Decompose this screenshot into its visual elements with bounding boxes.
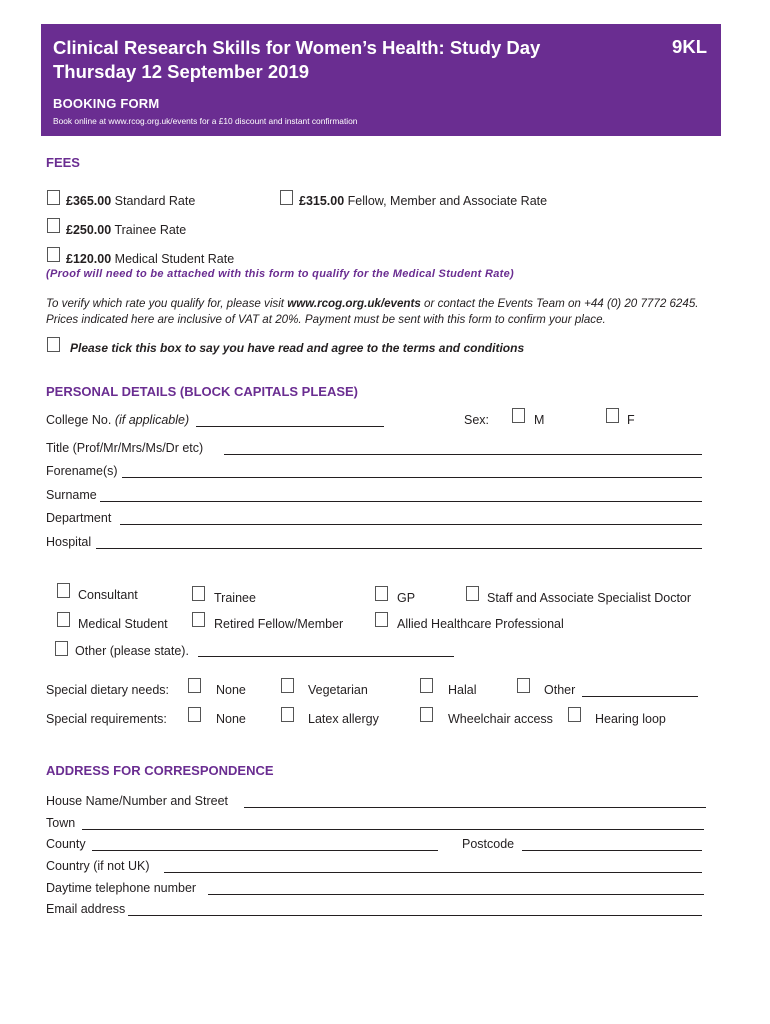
postcode-label: Postcode bbox=[462, 837, 515, 851]
fee-label: Trainee Rate bbox=[114, 223, 187, 237]
county-label: County bbox=[46, 837, 86, 851]
role-consultant-label: Consultant bbox=[78, 588, 138, 602]
fees-heading: FEES bbox=[46, 155, 80, 170]
country-field[interactable] bbox=[164, 872, 702, 873]
fee-standard bbox=[66, 194, 195, 208]
role-other-checkbox[interactable] bbox=[55, 641, 68, 656]
book-online-note: Book online at www.rcog.org.uk/events for a £10 discount and instant confirmation bbox=[53, 116, 358, 126]
terms-checkbox[interactable] bbox=[47, 337, 60, 352]
fee-trainee bbox=[66, 223, 186, 237]
fee-label: Medical Student Rate bbox=[114, 252, 235, 266]
house-field[interactable] bbox=[244, 807, 706, 808]
diet-none-checkbox[interactable] bbox=[188, 678, 201, 693]
req-hearing-label: Hearing loop bbox=[595, 712, 666, 726]
sex-female-label: F bbox=[627, 413, 635, 427]
events-link[interactable]: www.rcog.org.uk/events bbox=[287, 297, 421, 310]
diet-none-label: None bbox=[216, 683, 246, 697]
town-label: Town bbox=[46, 816, 76, 830]
surname-label: Surname bbox=[46, 488, 97, 502]
role-allied-checkbox[interactable] bbox=[375, 612, 388, 627]
role-retired-checkbox[interactable] bbox=[192, 612, 205, 627]
town-field[interactable] bbox=[82, 829, 704, 830]
role-trainee-label: Trainee bbox=[214, 591, 256, 605]
verify-text: To verify which rate you qualify for, please visit bbox=[46, 297, 288, 310]
personal-heading: PERSONAL DETAILS (BLOCK CAPITALS PLEASE) bbox=[46, 384, 359, 399]
diet-halal-label: Halal bbox=[448, 683, 477, 697]
address-heading: ADDRESS FOR CORRESPONDENCE bbox=[46, 763, 274, 778]
diet-vegetarian-checkbox[interactable] bbox=[281, 678, 294, 693]
email-field[interactable] bbox=[128, 915, 702, 916]
event-title-line1: Clinical Research Skills for Women’s Health: Study Day bbox=[53, 37, 541, 58]
department-field[interactable] bbox=[120, 524, 702, 525]
event-date: Thursday 12 September 2019 bbox=[53, 61, 310, 82]
header-banner bbox=[41, 24, 721, 136]
verify-text-end: or contact the Events Team on +44 (0) 20 7772 6245. Prices indicated here are inclusive of VAT at 20%. Payment must be sent with this form to confirm your place. bbox=[46, 297, 699, 326]
role-other-label: Other (please state). bbox=[75, 644, 189, 658]
forename-field[interactable] bbox=[122, 477, 702, 478]
diet-halal-checkbox[interactable] bbox=[420, 678, 433, 693]
req-wheelchair-label: Wheelchair access bbox=[448, 712, 553, 726]
sex-female-checkbox[interactable] bbox=[606, 408, 619, 423]
phone-label: Daytime telephone number bbox=[46, 881, 197, 895]
req-none-checkbox[interactable] bbox=[188, 707, 201, 722]
hospital-field[interactable] bbox=[96, 548, 702, 549]
role-trainee-checkbox[interactable] bbox=[192, 586, 205, 601]
title-field[interactable] bbox=[224, 454, 702, 455]
sex-male-label: M bbox=[534, 413, 545, 427]
role-gp-label: GP bbox=[397, 591, 416, 605]
college-no-label bbox=[46, 413, 189, 427]
dietary-label: Special dietary needs: bbox=[46, 683, 169, 697]
role-sas-checkbox[interactable] bbox=[466, 586, 479, 601]
fee-label: Fellow, Member and Associate Rate bbox=[347, 194, 548, 208]
college-no-field[interactable] bbox=[196, 426, 384, 427]
role-gp-checkbox[interactable] bbox=[375, 586, 388, 601]
req-hearing-checkbox[interactable] bbox=[568, 707, 581, 722]
county-field[interactable] bbox=[92, 850, 438, 851]
email-label: Email address bbox=[46, 902, 126, 916]
fee-fellow-checkbox[interactable] bbox=[280, 190, 293, 205]
requirements-label: Special requirements: bbox=[46, 712, 167, 726]
fee-trainee-checkbox[interactable] bbox=[47, 218, 60, 233]
fee-label: Standard Rate bbox=[114, 194, 196, 208]
req-wheelchair-checkbox[interactable] bbox=[420, 707, 433, 722]
role-retired-label: Retired Fellow/Member bbox=[214, 617, 344, 631]
fee-price: £365.00 bbox=[66, 194, 112, 208]
verify-paragraph bbox=[46, 296, 716, 328]
role-other-field[interactable] bbox=[198, 656, 454, 657]
terms-label: Please tick this box to say you have read and agree to the terms and conditions bbox=[70, 341, 525, 355]
fee-fellow bbox=[299, 194, 547, 208]
event-title bbox=[53, 36, 540, 84]
proof-note: (Proof will need to be attached with this form to qualify for the Medical Student Rate) bbox=[46, 268, 514, 280]
fee-standard-checkbox[interactable] bbox=[47, 190, 60, 205]
fee-student-checkbox[interactable] bbox=[47, 247, 60, 262]
department-label: Department bbox=[46, 511, 112, 525]
role-sas-label: Staff and Associate Specialist Doctor bbox=[487, 591, 692, 605]
college-no-note: (if applicable) bbox=[114, 413, 190, 427]
req-latex-label: Latex allergy bbox=[308, 712, 379, 726]
role-allied-label: Allied Healthcare Professional bbox=[397, 617, 564, 631]
role-consultant-checkbox[interactable] bbox=[57, 583, 70, 598]
fee-student bbox=[66, 252, 234, 266]
fee-price: £250.00 bbox=[66, 223, 112, 237]
fee-price: £315.00 bbox=[299, 194, 345, 208]
college-no-text: College No. bbox=[46, 413, 112, 427]
postcode-field[interactable] bbox=[522, 850, 702, 851]
sex-label: Sex: bbox=[464, 413, 490, 427]
phone-field[interactable] bbox=[208, 894, 704, 895]
house-label: House Name/Number and Street bbox=[46, 794, 229, 808]
req-latex-checkbox[interactable] bbox=[281, 707, 294, 722]
fee-price: £120.00 bbox=[66, 252, 112, 266]
title-label: Title (Prof/Mr/Mrs/Ms/Dr etc) bbox=[46, 441, 204, 455]
hospital-label: Hospital bbox=[46, 535, 92, 549]
diet-vegetarian-label: Vegetarian bbox=[308, 683, 368, 697]
country-label: Country (if not UK) bbox=[46, 859, 150, 873]
diet-other-field[interactable] bbox=[582, 696, 698, 697]
role-medical-student-checkbox[interactable] bbox=[57, 612, 70, 627]
sex-male-checkbox[interactable] bbox=[512, 408, 525, 423]
req-none-label: None bbox=[216, 712, 246, 726]
surname-field[interactable] bbox=[100, 501, 702, 502]
diet-other-checkbox[interactable] bbox=[517, 678, 530, 693]
booking-form-label: BOOKING FORM bbox=[53, 96, 160, 111]
diet-other-label: Other bbox=[544, 683, 576, 697]
forename-label: Forename(s) bbox=[46, 464, 118, 478]
role-medical-student-label: Medical Student bbox=[78, 617, 168, 631]
event-code: 9KL bbox=[672, 36, 707, 57]
